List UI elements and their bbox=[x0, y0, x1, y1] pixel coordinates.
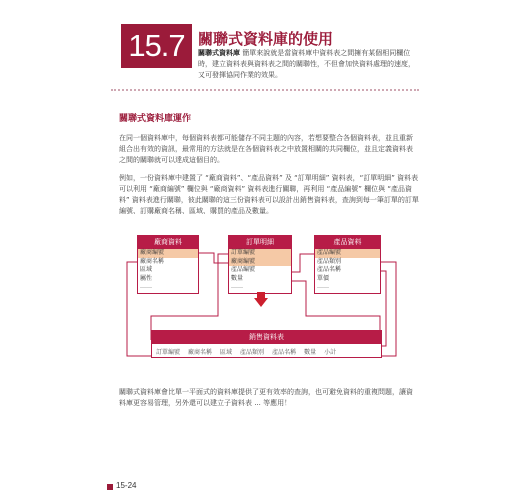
link-product-id bbox=[290, 254, 314, 272]
vendor-more: …… bbox=[140, 283, 152, 290]
product-field: 產品名稱 bbox=[317, 266, 342, 273]
sales-field: 產品類別 bbox=[240, 349, 265, 356]
footer-marker bbox=[107, 484, 113, 490]
intro-text: 簡單來說就是當資料庫中資料表之間擁有某個相同欄位時，建立資料表與資料表之間的關聯性，不但會加快資料處理的速度，又可發揮協同作業的效果。 bbox=[198, 49, 415, 79]
chapter-number: 15.7 bbox=[128, 28, 185, 63]
vendor-field: 廠商名稱 bbox=[140, 257, 165, 265]
sales-field: 產品名稱 bbox=[272, 349, 297, 356]
product-table-title: 產品資料 bbox=[315, 236, 380, 249]
product-field: 單價 bbox=[317, 274, 330, 282]
intro-term: 關聯式資料庫 bbox=[198, 49, 240, 57]
paragraph-2: 例如，一份資料庫中建置了 “廠商資料”、“產品資料” 及 “訂單明細” 資料表，“訂單明細” 資料表可以利用 “廠商編號” 欄位與 “廠商資料” 資料表進行關聯，再利用 “產品編號” 欄位與 “產品資料” 資料表進行關聯，彼此關聯的這三份資料表可以設計出銷售資料表，查詢到每一筆訂單的訂單編號、訂購廠商名稱、區域、購買的產品及數量。 bbox=[119, 174, 419, 215]
sales-field: 區域 bbox=[220, 349, 233, 356]
chapter-title: 關聯式資料庫的使用 bbox=[198, 30, 334, 48]
sales-table bbox=[151, 330, 382, 358]
vendor-field: 區域 bbox=[140, 266, 153, 273]
order-table bbox=[228, 235, 292, 294]
section-heading: 關聯式資料庫運作 bbox=[119, 114, 192, 124]
sales-table-fields bbox=[152, 344, 381, 359]
order-field: 數量 bbox=[231, 274, 244, 282]
product-more: …… bbox=[317, 283, 329, 290]
vendor-table-title: 廠商資料 bbox=[138, 236, 198, 249]
sales-field: 小計 bbox=[324, 349, 337, 356]
order-more: …… bbox=[231, 283, 243, 290]
order-field: 廠商編號 bbox=[229, 258, 291, 267]
arrow-down-icon bbox=[254, 298, 268, 307]
sales-table-title: 銷售資料表 bbox=[152, 331, 381, 344]
product-field: 產品編號 bbox=[315, 249, 380, 258]
vendor-field: 廠商編號 bbox=[138, 249, 198, 258]
sales-field: 訂單編號 bbox=[156, 349, 181, 356]
order-field: 產品編號 bbox=[231, 266, 256, 273]
vendor-table bbox=[137, 235, 199, 294]
sales-field: 廠商名稱 bbox=[188, 349, 213, 356]
order-field: 訂單編號 bbox=[229, 249, 291, 258]
vendor-field: 屬性 bbox=[140, 274, 153, 282]
product-field: 產品類別 bbox=[317, 257, 342, 265]
paragraph-3: 關聯式資料庫會比單一平面式的資料庫提供了更有效率的查詢，也可避免資料的重複問題，讓資料庫更容易管理，另外還可以建立子資料表 ... 等應用！ bbox=[119, 388, 413, 407]
order-table-title: 訂單明細 bbox=[229, 236, 291, 249]
paragraph-1: 在同一個資料庫中，每個資料表都可能儲存不同主題的內容，若想要整合各個資料表，並且重新組合出有效的資訊，最常用的方法就是在各個資料表之中放置相關的共同欄位，並且定義資料表之間的關聯就可以達成這個目的。 bbox=[119, 134, 413, 164]
sales-field: 數量 bbox=[304, 349, 317, 356]
page-number: 15-24 bbox=[116, 481, 137, 490]
product-table bbox=[314, 235, 381, 294]
